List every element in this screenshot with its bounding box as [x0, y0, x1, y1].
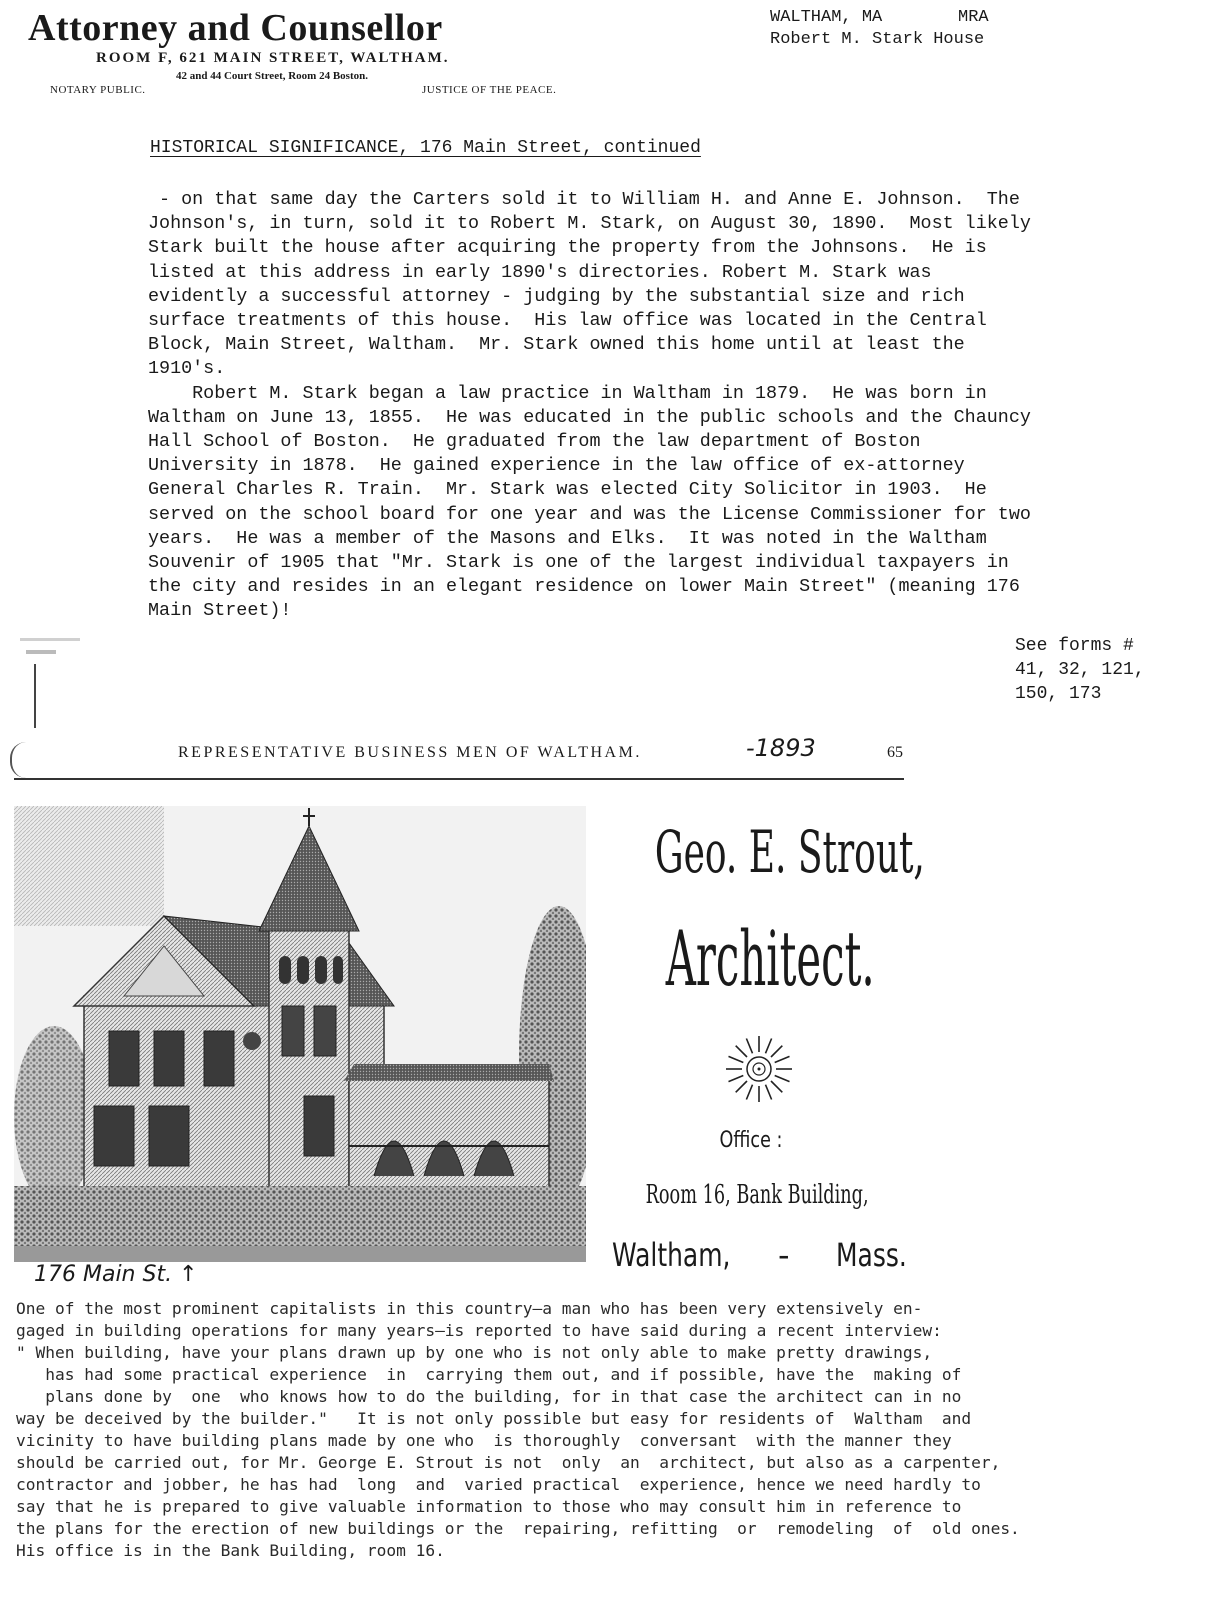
- article-line: plans done by one who knows how to do the building, for in that case the architect can in no: [16, 1387, 962, 1406]
- body-line: General Charles R. Train. Mr. Stark was elected City Solicitor in 1903. He: [148, 479, 987, 501]
- article-line: One of the most prominent capitalists in this country—a man who has been very extensively en-: [16, 1299, 923, 1318]
- article-line: contractor and jobber, he has had long and varied practical experience, hence we need hardly to: [16, 1475, 981, 1494]
- header-code: MRA: [958, 8, 989, 27]
- clipping-page-number: 65: [887, 744, 903, 761]
- body-line: Block, Main Street, Waltham. Mr. Stark owned this home until at least the: [148, 334, 965, 356]
- header-house-name: Robert M. Stark House: [770, 30, 985, 49]
- letterhead-title: Attorney and Counsellor: [28, 7, 443, 49]
- body-line: evidently a successful attorney - judging by the substantial size and rich: [148, 285, 965, 307]
- ad-profession: Architect.: [665, 914, 875, 1003]
- photocopy-speck: [20, 638, 80, 641]
- ad-separator: -: [778, 1236, 790, 1274]
- handwritten-year: -1893: [746, 734, 816, 762]
- article-line: " When building, have your plans drawn up by one who is not only able to make pretty drawings,: [16, 1343, 933, 1362]
- see-forms-line: See forms #: [1015, 636, 1134, 656]
- house-engraving: [14, 806, 586, 1262]
- article-line: the plans for the erection of new buildings or the repairing, refitting or remodeling of old ones.: [16, 1519, 1020, 1538]
- photocopy-speck: [26, 650, 56, 654]
- margin-mark: [34, 664, 36, 728]
- margin-mark: [10, 742, 28, 778]
- section-heading: HISTORICAL SIGNIFICANCE, 176 Main Street, continued: [150, 138, 701, 158]
- handwritten-photo-caption: 176 Main St. ↑: [34, 1262, 198, 1287]
- article-line: say that he is prepared to give valuable information to those who may consult him in reference to: [16, 1497, 962, 1516]
- ad-state: Mass.: [836, 1236, 907, 1274]
- body-line: Robert M. Stark began a law practice in Waltham in 1879. He was born in: [148, 382, 987, 404]
- see-forms-line: 150, 173: [1015, 684, 1102, 704]
- clipping-header: REPRESENTATIVE BUSINESS MEN OF WALTHAM.: [178, 744, 642, 761]
- body-line: the city and resides in an elegant residence on lower Main Street" (meaning 176: [148, 576, 1020, 598]
- ad-city: Waltham,: [612, 1236, 731, 1274]
- body-line: listed at this address in early 1890's directories. Robert M. Stark was: [148, 261, 932, 283]
- clipping-rule: [14, 778, 904, 780]
- article-line: way be deceived by the builder." It is not only possible but easy for residents of Waltham and: [16, 1409, 972, 1428]
- article-line: has had some practical experience in carrying them out, and if possible, have the making of: [16, 1365, 962, 1384]
- ad-office-room: Room 16, Bank Building,: [645, 1180, 869, 1210]
- body-line: Waltham on June 13, 1855. He was educated in the public schools and the Chauncy: [148, 406, 1031, 428]
- body-line: Johnson's, in turn, sold it to Robert M. Stark, on August 30, 1890. Most likely: [148, 213, 1031, 235]
- header-city: WALTHAM, MA: [770, 8, 883, 27]
- letterhead-notary: NOTARY PUBLIC.: [50, 84, 146, 96]
- letterhead-address: ROOM F, 621 MAIN STREET, WALTHAM.: [96, 50, 450, 66]
- article-line: His office is in the Bank Building, room 16.: [16, 1541, 445, 1560]
- body-line: Main Street)!: [148, 600, 292, 622]
- see-forms-line: 41, 32, 121,: [1015, 660, 1145, 680]
- letterhead-justice: JUSTICE OF THE PEACE.: [422, 84, 557, 96]
- article-line: should be carried out, for Mr. George E. Strout is not only an architect, but also as a carpenter,: [16, 1453, 1001, 1472]
- body-line: 1910's.: [148, 358, 226, 380]
- letterhead-boston-address: 42 and 44 Court Street, Room 24 Boston.: [176, 70, 368, 82]
- body-line: years. He was a member of the Masons and Elks. It was noted in the Waltham: [148, 527, 987, 549]
- sunburst-ornament-icon: [724, 1034, 794, 1104]
- article-line: gaged in building operations for many years—is reported to have said during a recent interview:: [16, 1321, 942, 1340]
- clipping-article: [16, 1298, 1020, 1562]
- body-line: University in 1878. He gained experience in the law office of ex-attorney: [148, 455, 965, 477]
- ad-architect-name: Geo. E. Strout,: [654, 818, 925, 886]
- ad-office-label: Office :: [719, 1128, 783, 1153]
- body-line: Hall School of Boston. He graduated from the law department of Boston: [148, 431, 921, 453]
- body-line: served on the school board for one year and was the License Commissioner for two: [148, 503, 1031, 525]
- body-text: [148, 188, 1128, 624]
- body-line: Souvenir of 1905 that "Mr. Stark is one of the largest individual taxpayers in: [148, 552, 1009, 574]
- article-line: vicinity to have building plans made by one who is thoroughly conversant with the manner they: [16, 1431, 952, 1450]
- body-line: surface treatments of this house. His law office was located in the Central: [148, 310, 987, 332]
- body-line: - on that same day the Carters sold it to William H. and Anne E. Johnson. The: [148, 189, 1020, 210]
- see-forms-note: [1015, 634, 1145, 706]
- body-line: Stark built the house after acquiring the property from the Johnsons. He is: [148, 237, 987, 259]
